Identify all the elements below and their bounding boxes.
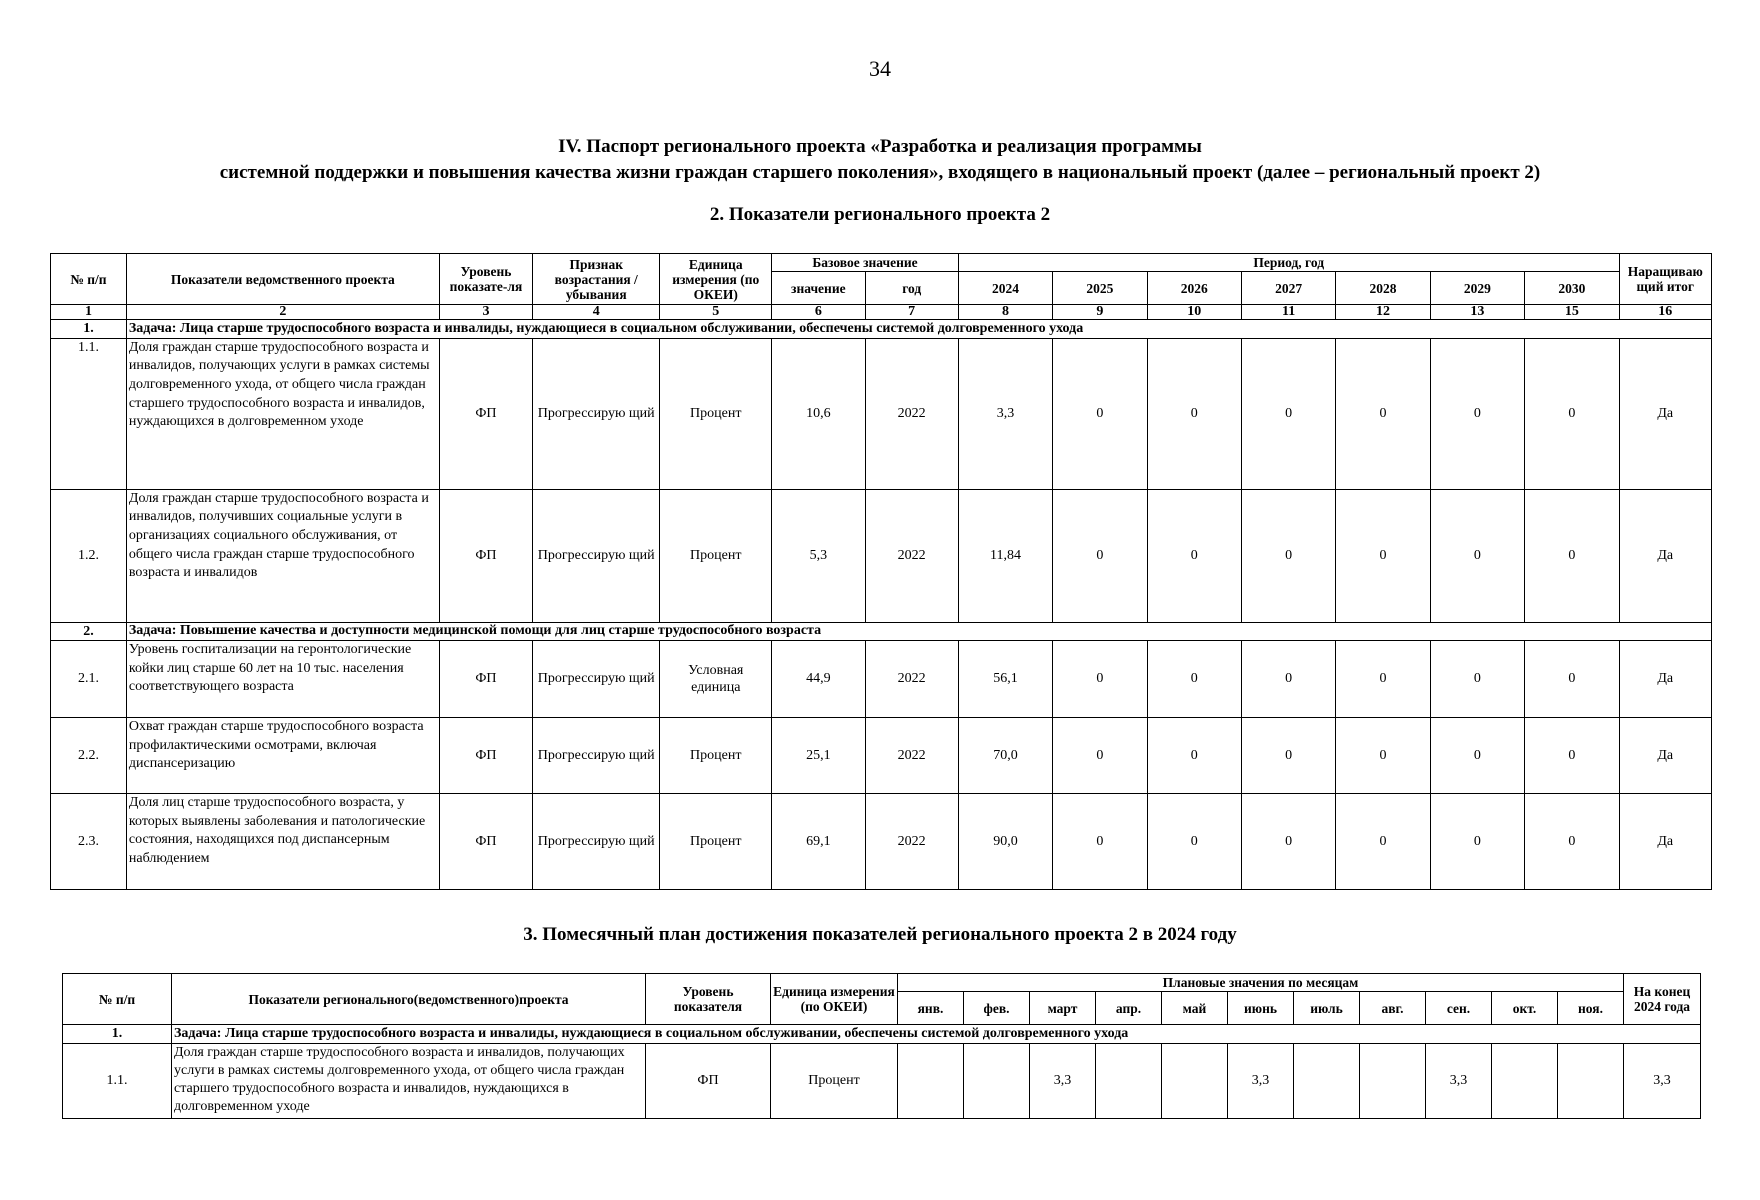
plan-row-month-value: 3,3 [1228, 1043, 1294, 1118]
section-heading [0, 134, 1760, 186]
row-year-value: 90,0 [958, 794, 1052, 890]
plan-task-row [63, 1025, 1701, 1044]
monthly-plan-table [62, 973, 1701, 1119]
row-year-value: 56,1 [958, 641, 1052, 718]
row-indicator: Доля граждан старше трудоспособного возраста и инвалидов, получающих услуги в рамках системы долговременного ухода, от общего числа граждан старшего трудоспособного возраста и инвалидов, нуждающихся в долговременном уходе [126, 338, 439, 489]
column-number: 5 [660, 305, 772, 320]
row-year-value: 70,0 [958, 718, 1052, 794]
row-unit: Условная единица [660, 641, 772, 718]
row-year-value: 0 [1241, 794, 1335, 890]
header-base: Базовое значение [772, 254, 959, 272]
row-cumulative: Да [1619, 338, 1711, 489]
row-sign: Прогрессирую щий [533, 641, 660, 718]
row-cumulative: Да [1619, 718, 1711, 794]
row-level: ФП [439, 794, 532, 890]
table-row [51, 489, 1712, 622]
row-num: 1.2. [51, 489, 127, 622]
row-base-value: 10,6 [772, 338, 865, 489]
row-year-value: 0 [1147, 338, 1241, 489]
row-base-value: 44,9 [772, 641, 865, 718]
row-year-value: 0 [1336, 338, 1430, 489]
row-num: 2.3. [51, 794, 127, 890]
plan-row-month-value [898, 1043, 964, 1118]
plan-header-month: фев. [964, 992, 1030, 1025]
plan-row-unit: Процент [771, 1043, 898, 1118]
row-base-year: 2022 [865, 489, 958, 622]
row-year-value: 0 [1430, 641, 1524, 718]
header-year: 2028 [1336, 272, 1430, 305]
indicators-title: 2. Показатели регионального проекта 2 [709, 204, 1051, 225]
column-number: 11 [1241, 305, 1335, 320]
plan-header-month: апр. [1096, 992, 1162, 1025]
row-sign: Прогрессирую щий [533, 489, 660, 622]
row-year-value: 0 [1241, 338, 1335, 489]
plan-row-num: 1.1. [63, 1043, 172, 1118]
row-year-value: 0 [1053, 641, 1147, 718]
plan-row-month-value [1162, 1043, 1228, 1118]
task-text: Задача: Повышение качества и доступности медицинской помощи для лиц старше трудоспособного возраста [126, 622, 1711, 641]
plan-row-month-value [964, 1043, 1030, 1118]
row-year-value: 0 [1336, 718, 1430, 794]
row-year-value: 0 [1525, 718, 1619, 794]
header-year: 2026 [1147, 272, 1241, 305]
row-year-value: 0 [1336, 794, 1430, 890]
header-cumulative: Наращиваю щий итог [1619, 254, 1711, 305]
row-year-value: 0 [1241, 489, 1335, 622]
header-year: 2030 [1525, 272, 1619, 305]
plan-header-row-1 [63, 974, 1701, 992]
column-number: 16 [1619, 305, 1711, 320]
plan-header-planned: Плановые значения по месяцам [898, 974, 1624, 992]
row-sign: Прогрессирую щий [533, 794, 660, 890]
header-period: Период, год [958, 254, 1619, 272]
table-row [51, 718, 1712, 794]
column-number: 15 [1525, 305, 1619, 320]
row-unit: Процент [660, 489, 772, 622]
plan-header-month: авг. [1360, 992, 1426, 1025]
row-level: ФП [439, 718, 532, 794]
header-base-year: год [865, 272, 958, 305]
row-year-value: 0 [1053, 718, 1147, 794]
task-row [51, 622, 1712, 641]
indicators-table [50, 253, 1712, 890]
row-year-value: 0 [1053, 794, 1147, 890]
row-sign: Прогрессирую щий [533, 718, 660, 794]
page-number: 34 [869, 56, 891, 81]
plan-row-month-value: 3,3 [1426, 1043, 1492, 1118]
header-base-value: значение [772, 272, 865, 305]
plan-header-month: ноя. [1558, 992, 1624, 1025]
plan-header-unit: Единица измерения (по ОКЕИ) [771, 974, 898, 1025]
plan-row-month-value [1294, 1043, 1360, 1118]
plan-row-month-value [1558, 1043, 1624, 1118]
header-year: 2027 [1241, 272, 1335, 305]
row-year-value: 0 [1525, 641, 1619, 718]
plan-row-indicator: Доля граждан старше трудоспособного возраста и инвалидов, получающих услуги в рамках системы долговременного ухода, от общего числа граждан старшего трудоспособного возраста и инвалидов, нуждающихся в долговременном уходе [172, 1043, 646, 1118]
row-unit: Процент [660, 718, 772, 794]
header-unit: Единица измерения (по ОКЕИ) [660, 254, 772, 305]
plan-header-month: март [1030, 992, 1096, 1025]
task-text: Задача: Лица старше трудоспособного возраста и инвалиды, нуждающиеся в социальном обслуживании, обеспечены системой долговременного ухода [126, 320, 1711, 339]
column-number: 10 [1147, 305, 1241, 320]
row-num: 2.1. [51, 641, 127, 718]
row-sign: Прогрессирую щий [533, 338, 660, 489]
row-year-value: 0 [1430, 718, 1524, 794]
column-number: 8 [958, 305, 1052, 320]
row-year-value: 0 [1430, 794, 1524, 890]
plan-header-month: сен. [1426, 992, 1492, 1025]
column-number: 13 [1430, 305, 1524, 320]
header-year: 2024 [958, 272, 1052, 305]
row-year-value: 0 [1525, 794, 1619, 890]
plan-row-month-value [1096, 1043, 1162, 1118]
row-year-value: 0 [1053, 489, 1147, 622]
task-num: 2. [51, 622, 127, 641]
row-indicator: Доля лиц старше трудоспособного возраста, у которых выявлены заболевания и патологические состояния, находящихся под диспансерным наблюдением [126, 794, 439, 890]
plan-header-indicator: Показатели регионального(ведомственного)проекта [172, 974, 646, 1025]
row-year-value: 0 [1053, 338, 1147, 489]
row-year-value: 0 [1147, 641, 1241, 718]
plan-header-month: июль [1294, 992, 1360, 1025]
row-year-value: 11,84 [958, 489, 1052, 622]
header-year: 2025 [1053, 272, 1147, 305]
row-num: 1.1. [51, 338, 127, 489]
row-year-value: 0 [1336, 489, 1430, 622]
plan-header-num: № п/п [63, 974, 172, 1025]
row-cumulative: Да [1619, 641, 1711, 718]
plan-header-month: май [1162, 992, 1228, 1025]
column-numbers-row [51, 305, 1712, 320]
column-number: 1 [51, 305, 127, 320]
header-num: № п/п [51, 254, 127, 305]
row-year-value: 3,3 [958, 338, 1052, 489]
plan-header-month: янв. [898, 992, 964, 1025]
plan-row-end-value: 3,3 [1624, 1043, 1701, 1118]
plan-table-row [63, 1043, 1701, 1118]
row-base-year: 2022 [865, 641, 958, 718]
row-base-value: 5,3 [772, 489, 865, 622]
row-year-value: 0 [1336, 641, 1430, 718]
task-row [51, 320, 1712, 339]
header-year: 2029 [1430, 272, 1524, 305]
plan-row-month-value [1360, 1043, 1426, 1118]
table-row [51, 338, 1712, 489]
row-base-value: 25,1 [772, 718, 865, 794]
row-base-year: 2022 [865, 794, 958, 890]
plan-header-month: июнь [1228, 992, 1294, 1025]
row-base-year: 2022 [865, 338, 958, 489]
header-sign: Признак возрастания / убывания [533, 254, 660, 305]
column-number: 12 [1336, 305, 1430, 320]
section-heading-line2: системной поддержки и повышения качества жизни граждан старшего поколения», входящего в национальный проект (далее – региональный проект 2) [219, 162, 1541, 183]
monthly-plan-title: 3. Помесячный план достижения показателей регионального проекта 2 в 2024 году [523, 924, 1237, 945]
row-year-value: 0 [1241, 718, 1335, 794]
row-indicator: Охват граждан старше трудоспособного возраста профилактическими осмотрами, включая диспансеризацию [126, 718, 439, 794]
column-number: 2 [126, 305, 439, 320]
row-cumulative: Да [1619, 489, 1711, 622]
plan-row-month-value [1492, 1043, 1558, 1118]
row-unit: Процент [660, 794, 772, 890]
row-base-value: 69,1 [772, 794, 865, 890]
row-base-year: 2022 [865, 718, 958, 794]
row-level: ФП [439, 641, 532, 718]
plan-header-end: На конец 2024 года [1624, 974, 1701, 1025]
header-row-1 [51, 254, 1712, 272]
plan-row-month-value: 3,3 [1030, 1043, 1096, 1118]
row-indicator: Доля граждан старше трудоспособного возраста и инвалидов, получивших социальные услуги в организациях социального обслуживания, от общего числа граждан старше трудоспособного возраста и инвалидов [126, 489, 439, 622]
plan-task-num: 1. [63, 1025, 172, 1044]
row-year-value: 0 [1147, 718, 1241, 794]
section-heading-line1: IV. Паспорт регионального проекта «Разработка и реализация программы [558, 136, 1202, 157]
column-number: 3 [439, 305, 532, 320]
column-number: 6 [772, 305, 865, 320]
row-cumulative: Да [1619, 794, 1711, 890]
row-year-value: 0 [1525, 338, 1619, 489]
row-year-value: 0 [1525, 489, 1619, 622]
plan-row-level: ФП [646, 1043, 771, 1118]
plan-header-level: Уровень показателя [646, 974, 771, 1025]
row-level: ФП [439, 338, 532, 489]
row-year-value: 0 [1430, 489, 1524, 622]
column-number: 4 [533, 305, 660, 320]
row-year-value: 0 [1147, 489, 1241, 622]
header-level: Уровень показате-ля [439, 254, 532, 305]
plan-header-month: окт. [1492, 992, 1558, 1025]
task-num: 1. [51, 320, 127, 339]
plan-task-text: Задача: Лица старше трудоспособного возраста и инвалиды, нуждающиеся в социальном обслуживании, обеспечены системой долговременного ухода [172, 1025, 1701, 1044]
row-num: 2.2. [51, 718, 127, 794]
row-level: ФП [439, 489, 532, 622]
row-year-value: 0 [1241, 641, 1335, 718]
row-indicator: Уровень госпитализации на геронтологические койки лиц старше 60 лет на 10 тыс. населения соответствующего возраста [126, 641, 439, 718]
column-number: 9 [1053, 305, 1147, 320]
table-row [51, 794, 1712, 890]
row-year-value: 0 [1430, 338, 1524, 489]
table-row [51, 641, 1712, 718]
row-year-value: 0 [1147, 794, 1241, 890]
row-unit: Процент [660, 338, 772, 489]
header-indicator: Показатели ведомственного проекта [126, 254, 439, 305]
column-number: 7 [865, 305, 958, 320]
